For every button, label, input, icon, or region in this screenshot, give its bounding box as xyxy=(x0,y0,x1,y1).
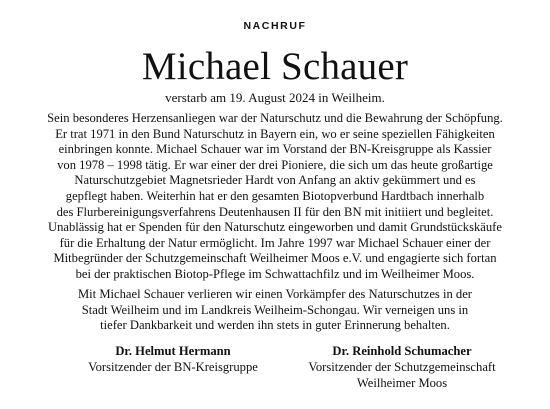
deceased-name: Michael Schauer xyxy=(141,45,409,88)
signatory-name: Dr. Reinhold Schumacher xyxy=(332,344,472,358)
death-announcement: verstarb am 19. August 2024 in Weilheim. xyxy=(165,90,385,105)
signatory-name: Dr. Helmut Hermann xyxy=(115,344,231,358)
paragraph-line: Stadt Weilheim und im Landkreis Weilheim-Schongau. Wir verneigen uns in xyxy=(81,302,469,317)
notice-label: NACHRUF xyxy=(243,20,307,32)
paragraph-line: von 1978 – 1998 tätig. Er war einer der drei Pioniere, die sich um das heute großartige xyxy=(57,157,493,172)
paragraph-line: Er trat 1971 in den Bund Naturschutz in Bayern ein, wo er seine speziellen Fähigkeiten xyxy=(55,126,495,141)
paragraph-line: für die Erhaltung der Natur ermöglicht. Im Jahre 1997 war Michael Schauer einer der xyxy=(59,235,491,250)
paragraph-line: Sein besonderes Herzensanliegen war der Naturschutz und die Bewahrung der Schöpfung. xyxy=(47,111,503,125)
closing-paragraph xyxy=(0,287,550,334)
paragraph-line: Unablässig hat er Spenden für den Naturschutz eingeworben und damit Grundstückskäufe xyxy=(48,220,502,235)
signature-block-right xyxy=(282,343,522,391)
paragraph-line: Mit Michael Schauer verlieren wir einen Vorkämpfer des Naturschutzes in der xyxy=(77,287,472,301)
paragraph-line: Mitbegründer der Schutzgemeinschaft Weilheimer Moos e.V. und engagierte sich fortan xyxy=(53,251,497,266)
tribute-paragraph xyxy=(0,111,550,283)
paragraph-line: Naturschutzgebiet Magnetsrieder Hardt von Anfang an aktiv gekümmert und es xyxy=(74,173,476,188)
paragraph-line: des Flurbereinigungsverfahrens Deutenhausen II für den BN mit initiiert und begleitet. xyxy=(56,204,494,219)
paragraph-line: bei der praktischen Biotop-Pflege im Schwattachfilz und im Weilheimer Moos. xyxy=(75,266,475,281)
paragraph-line: einbringen konnte. Michael Schauer war im Vorstand der BN-Kreisgruppe als Kassier xyxy=(58,142,492,157)
signatory-role: Vorsitzender der BN-Kreisgruppe xyxy=(88,360,258,374)
signatory-role: Weilheimer Moos xyxy=(356,376,448,390)
signature-block-left xyxy=(53,343,293,375)
signatory-role: Vorsitzender der Schutzgemeinschaft xyxy=(308,360,496,374)
paragraph-line: tiefer Dankbarkeit und werden ihn stets in guter Erinnerung behalten. xyxy=(100,318,450,333)
paragraph-line: gepflegt haben. Weiterhin hat er den gesamten Biotopverbund Hardtbach innerhalb xyxy=(65,188,485,203)
